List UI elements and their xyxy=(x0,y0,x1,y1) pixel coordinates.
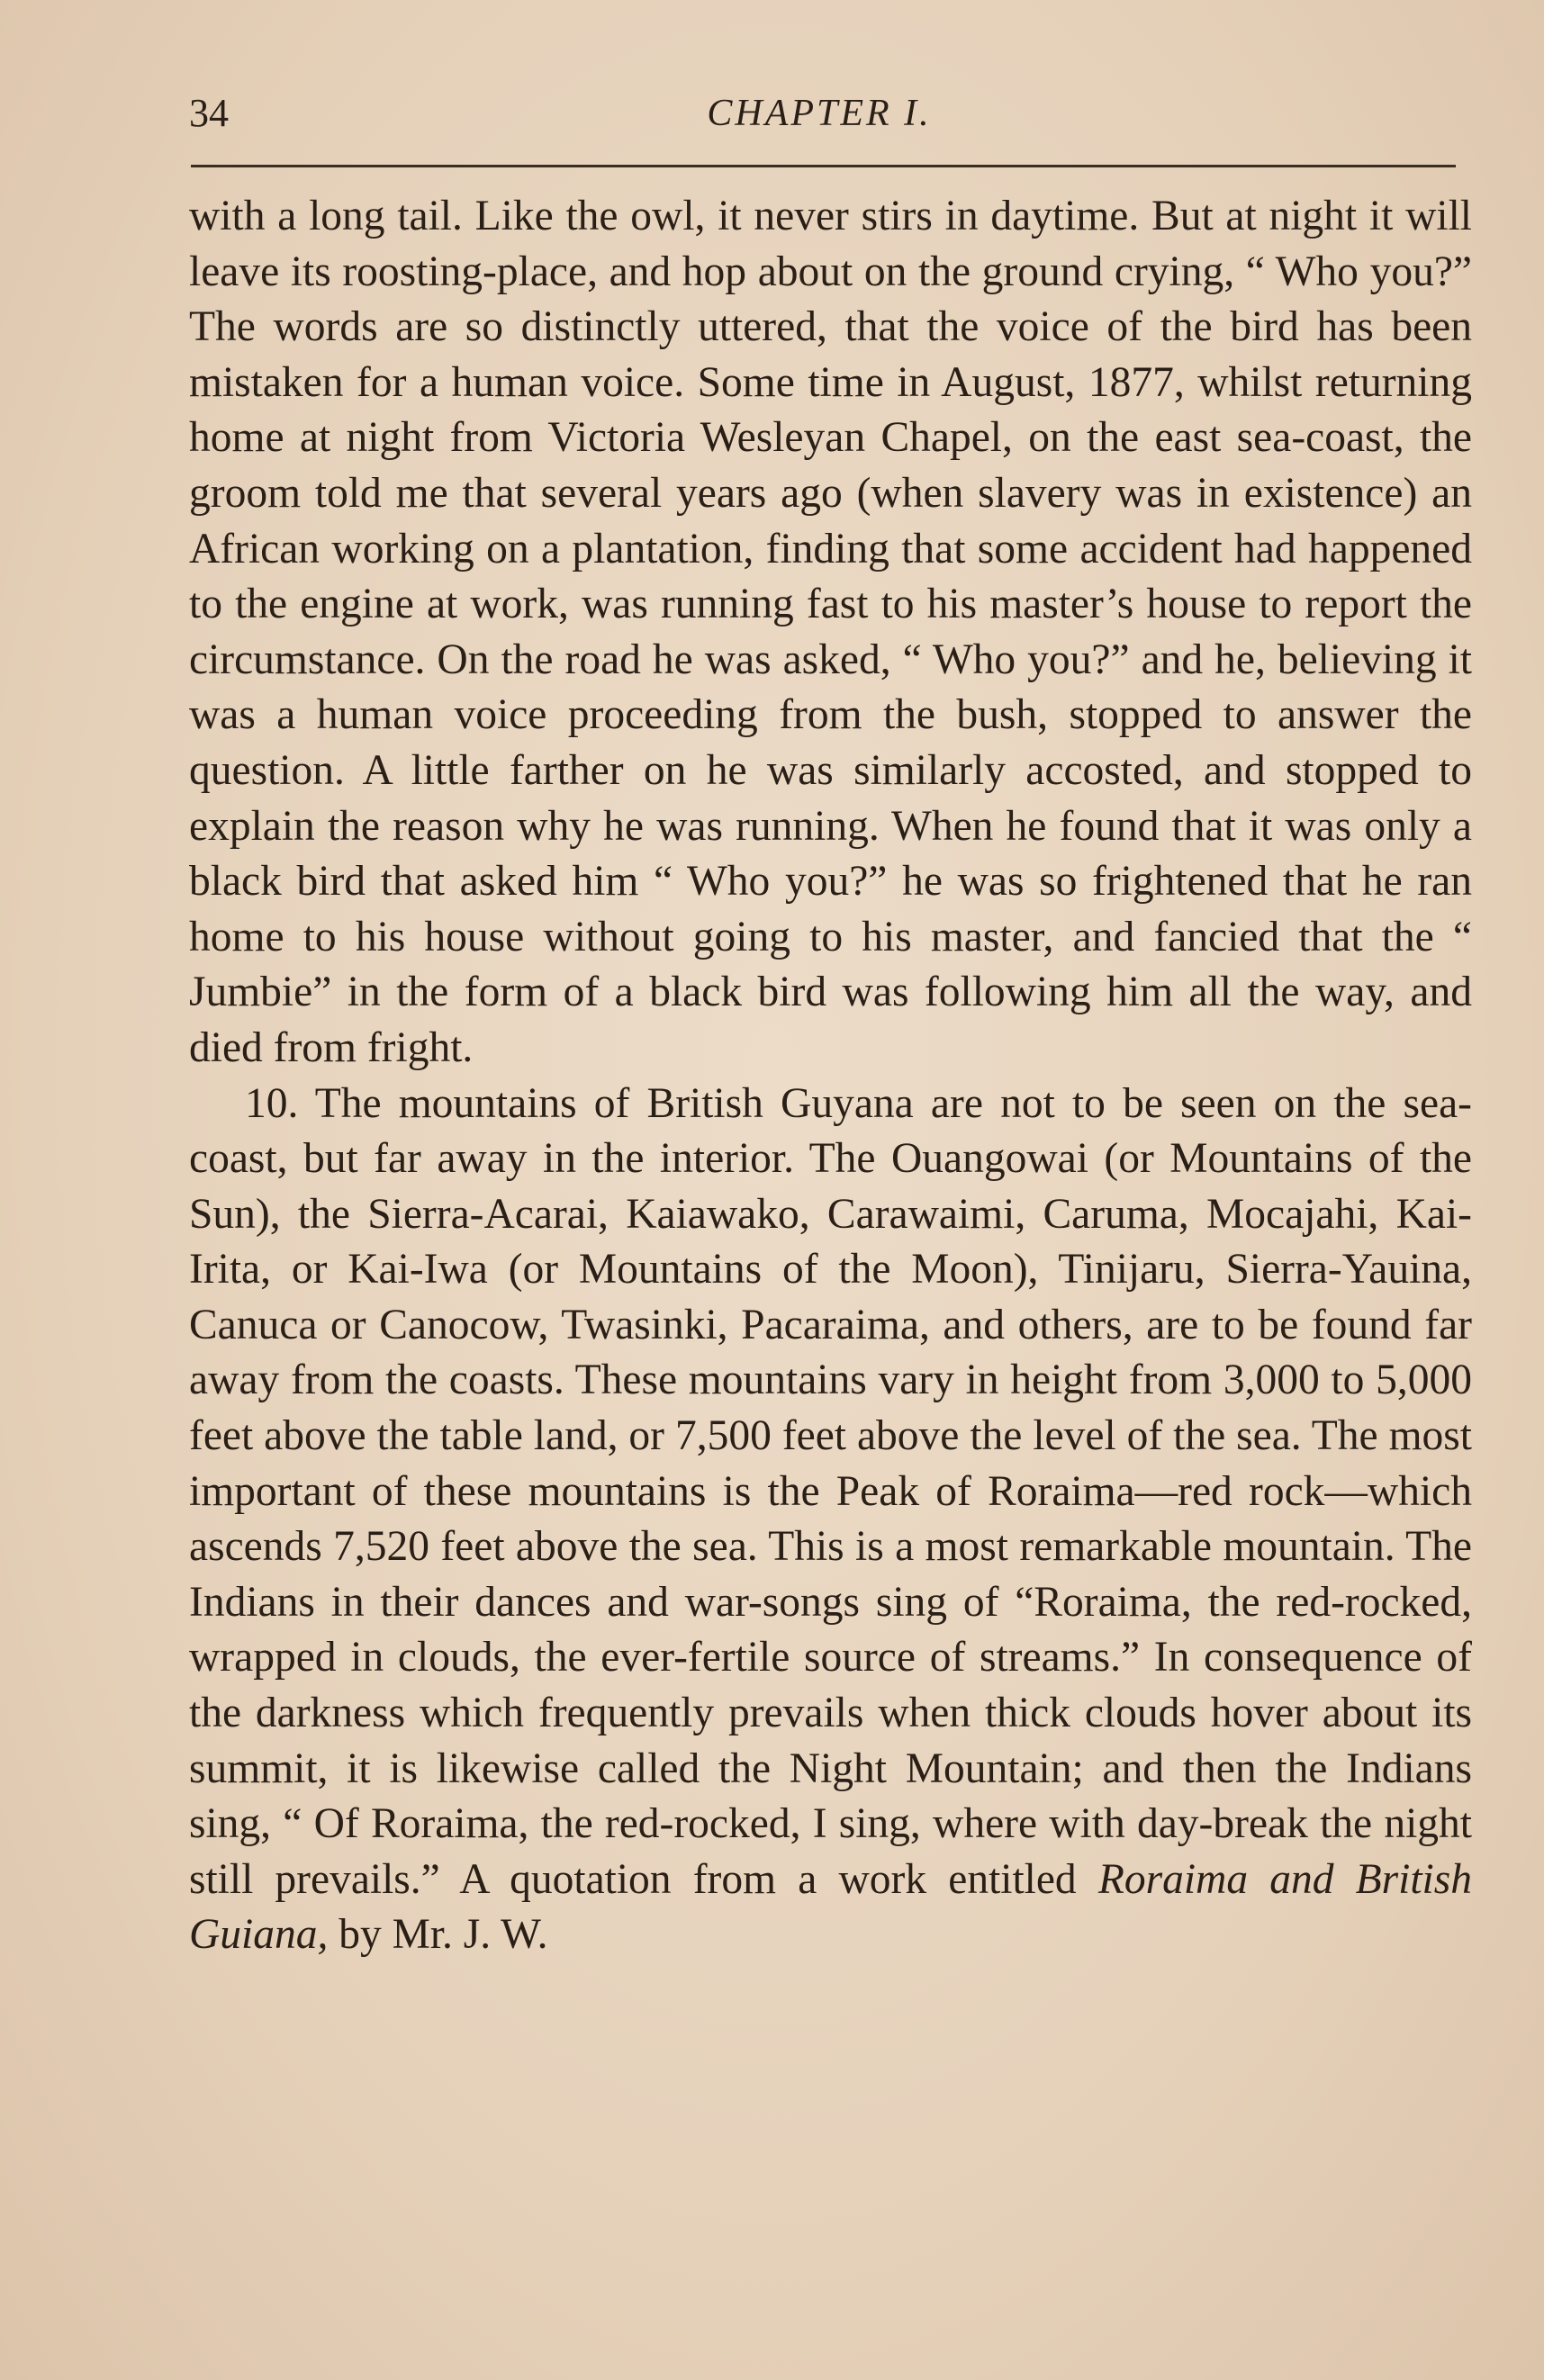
running-head: CHAPTER I. xyxy=(707,93,932,134)
paragraph: with a long tail. Like the owl, it never stirs in daytime. But at night it will leave its roosting-place, and hop about on the ground crying, “ Who you?” The words are so distinctly uttered, that the voice of the bird has been mistaken for a human voice. Some time in August, 1877, whilst returning home at night from Victoria Wesleyan Chapel, on the east sea-coast, the groom told me that several years ago (when slavery was in existence) an African working on a plantation, finding that some accident had happened to the engine at work, was running fast to his master’s house to report the circumstance. On the road he was asked, “ Who you?” and he, believing it was a human voice proceeding from the bush, stopped to answer the question. A little farther on he was similarly accosted, and stopped to explain the reason why he was running. When he found that it was only a black bird that asked him “ Who you?” he was so frightened that he ran home to his house without going to his master, and fancied that the “ Jumbie” in the form of a black bird was following him all the way, and died from fright. xyxy=(189,193,1472,1071)
paragraph xyxy=(189,1077,1472,1964)
paragraph-text: by Mr. J. W. xyxy=(328,1911,548,1959)
paragraph-text: 10. The mountains of British Guyana are not to be seen on the sea-coast, but far away in the interior. The Ouangowai (or Mountains of the Sun), the Sierra-Acarai, Kaiawako, Carawaimi, Caruma, Mocajahi, Kai-Irita, or Kai-Iwa (or Mountains of the Moon), Tinijaru, Sierra-Yauina, Canuca or Canocow, Twasinki, Pacaraima, and others, are to be found far away from the coasts. These mountains vary in height from 3,000 to 5,000 feet above the table land, or 7,500 feet above the level of the sea. The most important of these mountains is the Peak of Roraima—red rock—which ascends 7,520 feet above the sea. This is a most remarkable mountain. The Indians in their dances and war-songs sing of “Roraima, the red-rocked, wrapped in clouds, the ever-fertile source of streams.” In consequence of the darkness which frequently prevails when thick clouds hover about its summit, it is likewise called the Night Mountain; and then the Indians sing, “ Of Roraima, the red-rocked, I sing, where with day-break the night still prevails.” A quotation from a work entitled xyxy=(189,1079,1472,1903)
body-text xyxy=(189,189,1472,1963)
book-title: Roraima and British Guiana, xyxy=(189,1855,1472,1959)
page-header xyxy=(189,86,1449,149)
header-rule xyxy=(191,165,1456,167)
page-number: 34 xyxy=(189,91,229,135)
